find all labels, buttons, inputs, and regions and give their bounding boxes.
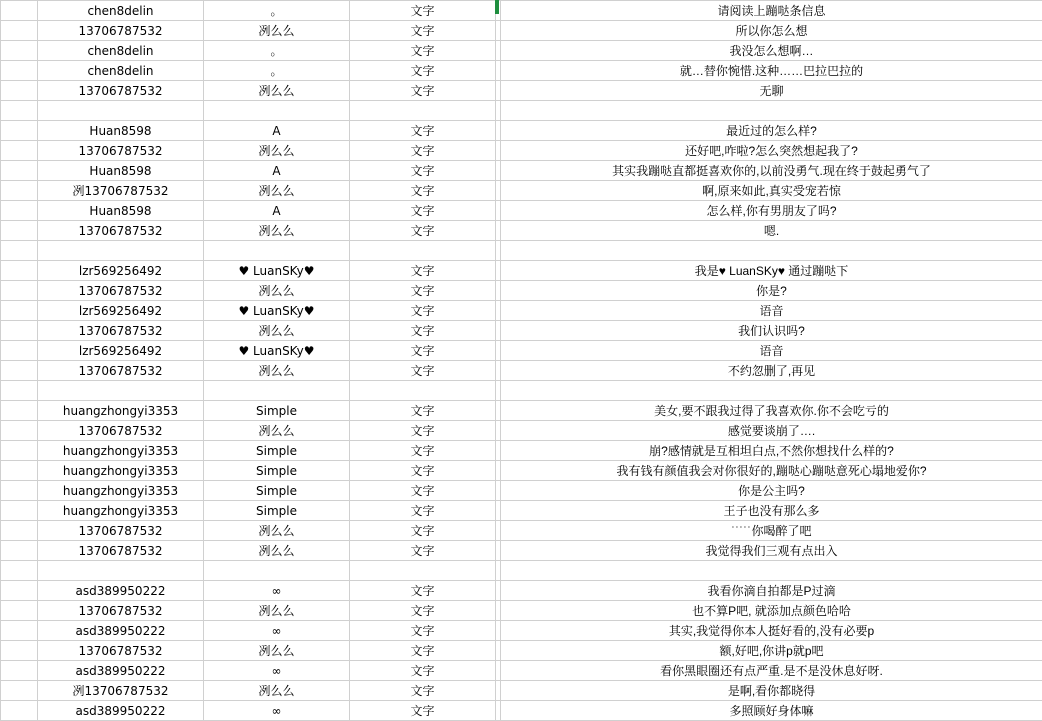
message-type-cell [350,101,496,121]
table-row [1,281,1042,301]
message-cell[interactable]: 美女,要不跟我过得了我喜欢你.你不会吃亏的 [501,401,1042,421]
row-marker-cell[interactable] [1,361,38,381]
selection-marker [495,0,499,14]
nickname-cell[interactable]: 冽么么 [204,541,350,561]
row-marker-cell[interactable] [1,21,38,41]
message-type-cell[interactable]: 文字 [350,81,496,101]
nickname-cell[interactable]: ∞ [204,581,350,601]
message-type-cell[interactable]: 文字 [350,621,496,641]
nickname-cell[interactable]: Simple [204,441,350,461]
nickname-cell [204,381,350,401]
table-row [1,81,1042,101]
account-cell[interactable]: huangzhongyi3353 [38,401,204,421]
row-marker-cell[interactable] [1,501,38,521]
table-row [1,541,1042,561]
nickname-cell[interactable]: 冽么么 [204,141,350,161]
message-cell[interactable]: 其实我蹦哒直都挺喜欢你的,以前没勇气.现在终于鼓起勇气了 [501,161,1042,181]
message-type-cell[interactable]: 文字 [350,61,496,81]
message-cell[interactable]: 怎么样,你有男朋友了吗? [501,201,1042,221]
message-cell[interactable]: 崩?感情就是互相坦白点,不然你想找什么样的? [501,441,1042,461]
table-row [1,441,1042,461]
message-type-cell[interactable]: 文字 [350,521,496,541]
row-marker-cell[interactable] [1,541,38,561]
nickname-cell[interactable]: 冽么么 [204,81,350,101]
nickname-cell[interactable]: A [204,161,350,181]
message-type-cell[interactable]: 文字 [350,161,496,181]
message-cell[interactable]: 我觉得我们三观有点出入 [501,541,1042,561]
nickname-cell[interactable]: ♥ LuanSKy♥ [204,301,350,321]
message-cell[interactable]: 是啊,看你都晓得 [501,681,1042,701]
account-cell[interactable]: 冽13706787532 [38,181,204,201]
account-cell[interactable]: asd389950222 [38,581,204,601]
message-type-cell[interactable]: 文字 [350,21,496,41]
table-row [1,521,1042,541]
nickname-cell[interactable]: 冽么么 [204,641,350,661]
message-cell[interactable]: 王子也没有那么多 [501,501,1042,521]
message-type-cell[interactable]: 文字 [350,261,496,281]
table-row [1,61,1042,81]
row-marker-cell[interactable] [1,41,38,61]
nickname-cell[interactable]: 冽么么 [204,221,350,241]
table-row [1,461,1042,481]
message-cell[interactable]: 就…替你惋惜.这种……巴拉巴拉的 [501,61,1042,81]
message-type-cell[interactable]: 文字 [350,661,496,681]
table-row [1,361,1042,381]
message-cell[interactable]: 我没怎么想啊… [501,41,1042,61]
account-cell[interactable]: 13706787532 [38,321,204,341]
message-type-cell[interactable]: 文字 [350,501,496,521]
table-row [1,501,1042,521]
table-row-spacer [1,101,1042,121]
nickname-cell[interactable]: 冽么么 [204,681,350,701]
message-cell[interactable]: 多照顾好身体嘛 [501,701,1042,721]
message-cell[interactable]: 啊,原来如此,真实受宠若惊 [501,181,1042,201]
account-cell [38,561,204,581]
message-type-cell [350,241,496,261]
row-marker-cell[interactable] [1,701,38,721]
nickname-cell[interactable]: 冽么么 [204,281,350,301]
account-cell [38,381,204,401]
table-row-spacer [1,381,1042,401]
table-row [1,141,1042,161]
message-cell[interactable]: 我们认识吗? [501,321,1042,341]
table-row [1,161,1042,181]
row-marker-cell[interactable] [1,341,38,361]
table-row [1,181,1042,201]
table-row [1,641,1042,661]
message-cell[interactable]: 不约忽删了,再见 [501,361,1042,381]
table-row [1,421,1042,441]
row-marker-cell[interactable] [1,521,38,541]
nickname-cell[interactable]: A [204,201,350,221]
nickname-cell[interactable]: 。 [204,41,350,61]
message-type-cell[interactable]: 文字 [350,301,496,321]
row-marker-cell [1,381,38,401]
message-type-cell[interactable]: 文字 [350,421,496,441]
row-marker-cell[interactable] [1,481,38,501]
account-cell[interactable]: Huan8598 [38,201,204,221]
message-cell [501,561,1042,581]
message-cell[interactable]: 我看你滴自拍都是P过滴 [501,581,1042,601]
message-type-cell[interactable]: 文字 [350,201,496,221]
message-type-cell[interactable]: 文字 [350,461,496,481]
message-cell [501,101,1042,121]
account-cell[interactable]: chen8delin [38,1,204,21]
account-cell[interactable]: huangzhongyi3353 [38,461,204,481]
row-marker-cell[interactable] [1,161,38,181]
row-marker-cell[interactable] [1,61,38,81]
account-cell[interactable]: Huan8598 [38,121,204,141]
row-marker-cell[interactable] [1,301,38,321]
account-cell[interactable]: 13706787532 [38,601,204,621]
table-row [1,481,1042,501]
row-marker-cell [1,561,38,581]
table-row [1,681,1042,701]
table-row [1,701,1042,721]
message-type-cell[interactable]: 文字 [350,41,496,61]
row-marker-cell[interactable] [1,641,38,661]
message-cell[interactable]: 我有钱有颜值我会对你很好的,蹦哒心蹦哒意死心塌地爱你? [501,461,1042,481]
row-marker-cell[interactable] [1,181,38,201]
message-type-cell[interactable]: 文字 [350,601,496,621]
message-cell[interactable]: 感觉要谈崩了…. [501,421,1042,441]
row-marker-cell[interactable] [1,621,38,641]
message-cell[interactable]: 其实,我觉得你本人挺好看的,没有必要p [501,621,1042,641]
row-marker-cell[interactable] [1,681,38,701]
table-row [1,581,1042,601]
nickname-cell[interactable]: 冽么么 [204,421,350,441]
message-cell [501,381,1042,401]
message-cell[interactable]: 还好吧,咋啦?怎么突然想起我了? [501,141,1042,161]
account-cell[interactable]: Huan8598 [38,161,204,181]
message-type-cell[interactable]: 文字 [350,221,496,241]
message-cell[interactable]: 看你黑眼圈还有点严重.是不是没休息好呀. [501,661,1042,681]
account-cell[interactable]: chen8delin [38,61,204,81]
nickname-cell[interactable]: 。 [204,61,350,81]
row-marker-cell[interactable] [1,141,38,161]
table-row [1,121,1042,141]
nickname-cell[interactable]: 冽么么 [204,321,350,341]
row-marker-cell[interactable] [1,121,38,141]
nickname-cell[interactable]: ∞ [204,661,350,681]
nickname-cell[interactable]: A [204,121,350,141]
message-type-cell[interactable]: 文字 [350,481,496,501]
row-marker-cell[interactable] [1,261,38,281]
message-cell[interactable]: 最近过的怎么样? [501,121,1042,141]
nickname-cell[interactable]: 冽么么 [204,521,350,541]
nickname-cell[interactable]: ♥ LuanSKy♥ [204,261,350,281]
account-cell[interactable]: asd389950222 [38,661,204,681]
table-row [1,661,1042,681]
table-row [1,341,1042,361]
account-cell[interactable]: 13706787532 [38,141,204,161]
nickname-cell [204,561,350,581]
message-type-cell[interactable]: 文字 [350,581,496,601]
row-marker-cell[interactable] [1,661,38,681]
row-marker-cell[interactable] [1,201,38,221]
nickname-cell[interactable]: 。 [204,1,350,21]
table-row-spacer [1,241,1042,261]
row-marker-cell[interactable] [1,1,38,21]
account-cell[interactable]: 13706787532 [38,81,204,101]
table-row [1,1,1042,21]
row-marker-cell[interactable] [1,321,38,341]
table-row [1,201,1042,221]
nickname-cell[interactable]: 冽么么 [204,601,350,621]
message-type-cell [350,561,496,581]
account-cell[interactable]: 13706787532 [38,361,204,381]
account-cell[interactable]: chen8delin [38,41,204,61]
account-cell[interactable]: huangzhongyi3353 [38,441,204,461]
account-cell[interactable]: huangzhongyi3353 [38,501,204,521]
row-marker-cell[interactable] [1,401,38,421]
row-marker-cell[interactable] [1,81,38,101]
message-cell[interactable]: 你是? [501,281,1042,301]
nickname-cell[interactable]: ∞ [204,701,350,721]
message-type-cell[interactable]: 文字 [350,641,496,661]
message-cell[interactable]: 语音 [501,301,1042,321]
table-row [1,621,1042,641]
account-cell[interactable]: lzr569256492 [38,261,204,281]
table-row [1,41,1042,61]
nickname-cell[interactable]: Simple [204,481,350,501]
table-row [1,401,1042,421]
account-cell [38,101,204,121]
message-type-cell[interactable]: 文字 [350,121,496,141]
row-marker-cell [1,241,38,261]
message-type-cell[interactable]: 文字 [350,1,496,21]
account-cell[interactable]: 冽13706787532 [38,681,204,701]
account-cell[interactable]: 13706787532 [38,641,204,661]
row-marker-cell[interactable] [1,221,38,241]
message-cell[interactable]: 请阅读上蹦哒条信息 [501,1,1042,21]
table-row-spacer [1,561,1042,581]
message-cell[interactable]: 你是公主吗? [501,481,1042,501]
nickname-cell[interactable]: ∞ [204,621,350,641]
message-type-cell[interactable]: 文字 [350,141,496,161]
nickname-cell[interactable]: 冽么么 [204,361,350,381]
message-cell[interactable]: 语音 [501,341,1042,361]
message-cell[interactable]: 嗯. [501,221,1042,241]
message-type-cell[interactable]: 文字 [350,701,496,721]
message-cell [501,241,1042,261]
nickname-cell[interactable]: 冽么么 [204,21,350,41]
table-row [1,261,1042,281]
account-cell[interactable]: 13706787532 [38,221,204,241]
message-cell[interactable]: 无聊 [501,81,1042,101]
message-type-cell [350,381,496,401]
table-row [1,601,1042,621]
nickname-cell [204,101,350,121]
message-type-cell[interactable]: 文字 [350,681,496,701]
account-cell[interactable]: 13706787532 [38,281,204,301]
message-type-cell[interactable]: 文字 [350,361,496,381]
row-marker-cell[interactable] [1,461,38,481]
nickname-cell[interactable]: Simple [204,401,350,421]
nickname-cell[interactable]: 冽么么 [204,181,350,201]
account-cell[interactable]: 13706787532 [38,541,204,561]
nickname-cell[interactable]: ♥ LuanSKy♥ [204,341,350,361]
row-marker-cell[interactable] [1,441,38,461]
account-cell[interactable]: asd389950222 [38,701,204,721]
message-cell[interactable]: ˙˙˙˙˙你喝醉了吧 [501,521,1042,541]
message-type-cell[interactable]: 文字 [350,541,496,561]
row-marker-cell[interactable] [1,281,38,301]
account-cell[interactable]: lzr569256492 [38,341,204,361]
message-cell[interactable]: 我是♥ LuanSKy♥ 通过蹦哒下 [501,261,1042,281]
nickname-cell [204,241,350,261]
nickname-cell[interactable]: Simple [204,461,350,481]
account-cell[interactable]: lzr569256492 [38,301,204,321]
account-cell [38,241,204,261]
account-cell[interactable]: asd389950222 [38,621,204,641]
message-cell[interactable]: 也不算P吧, 就添加点颜色哈哈 [501,601,1042,621]
account-cell[interactable]: 13706787532 [38,421,204,441]
message-type-cell[interactable]: 文字 [350,401,496,421]
table-row [1,301,1042,321]
message-type-cell[interactable]: 文字 [350,181,496,201]
account-cell[interactable]: 13706787532 [38,521,204,541]
row-marker-cell [1,101,38,121]
message-type-cell[interactable]: 文字 [350,321,496,341]
row-marker-cell[interactable] [1,581,38,601]
table-row [1,21,1042,41]
table-row [1,221,1042,241]
message-type-cell[interactable]: 文字 [350,281,496,301]
message-cell[interactable]: 额,好吧,你讲p就p吧 [501,641,1042,661]
message-type-cell[interactable]: 文字 [350,341,496,361]
message-type-cell[interactable]: 文字 [350,441,496,461]
table-row [1,321,1042,341]
message-cell[interactable]: 所以你怎么想 [501,21,1042,41]
account-cell[interactable]: 13706787532 [38,21,204,41]
row-marker-cell[interactable] [1,601,38,621]
account-cell[interactable]: huangzhongyi3353 [38,481,204,501]
row-marker-cell[interactable] [1,421,38,441]
nickname-cell[interactable]: Simple [204,501,350,521]
